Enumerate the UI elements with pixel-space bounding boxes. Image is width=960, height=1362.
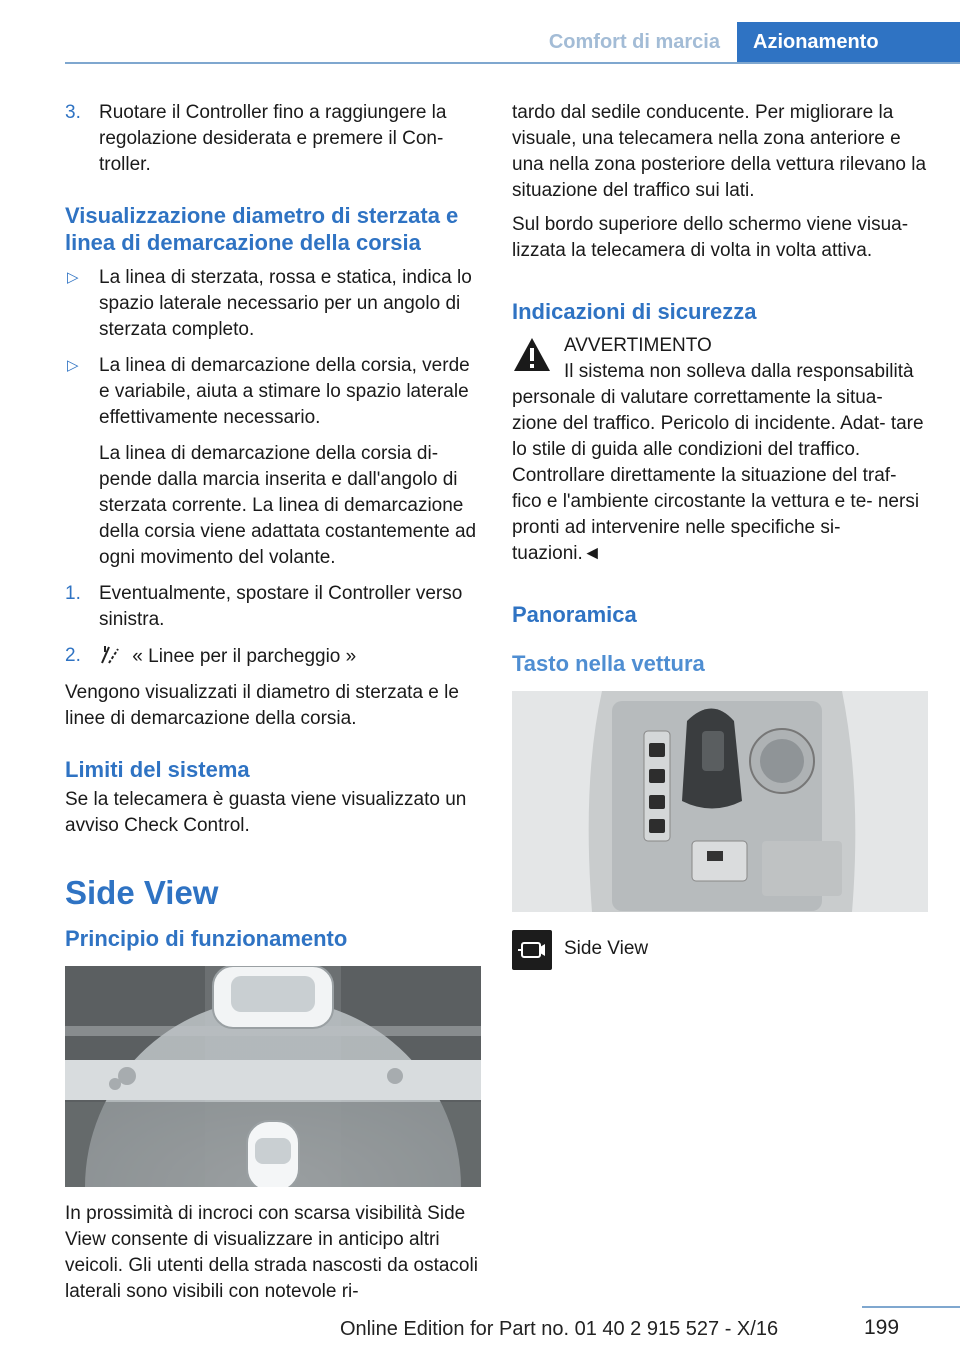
page-number: 199 (864, 1316, 900, 1339)
triangle-bullet-icon: ▷ (67, 269, 79, 286)
footer-rule (862, 1306, 960, 1308)
side-view-button-label: Side View (564, 938, 649, 959)
bullet-lane-line (65, 353, 481, 571)
right-column (512, 100, 928, 972)
header-section-tab[interactable]: Comfort di marcia (548, 31, 720, 53)
side-view-button-icon[interactable] (512, 930, 552, 970)
triangle-bullet-icon: ▷ (67, 357, 79, 374)
heading-button-in-car: Tasto nella vettura (512, 651, 705, 676)
paragraph-visualized: Vengono visualizzati il diametro di sterzata e le linee di demarcazione della corsia. (65, 682, 459, 729)
center-console-photo (512, 691, 928, 912)
bullet-steering-line (65, 265, 481, 343)
step-number: 2. (65, 645, 81, 666)
step-text: « Linee per il parcheggio » (132, 646, 357, 667)
step-number: 3. (65, 102, 81, 123)
step-3 (65, 100, 481, 178)
warning-text: Il sistema non solleva dalla responsabilità personale di valutare correttamente la situa- zione del traffico. Pericolo di incidente. Adat- tare lo stile di guida alle condizioni del traffico. Controllare direttamente la situazione del traf- fico e l'ambiente circostante la vettura e te- nersi pronti ad intervenire nelle specifiche si- tuazioni.◄ (512, 361, 924, 564)
left-column (65, 100, 481, 1305)
parking-lines-icon (99, 643, 121, 665)
warning-block (512, 333, 928, 359)
header-rule (65, 62, 960, 64)
heading-overview: Panoramica (512, 602, 637, 627)
header-chapter-tab[interactable]: Azionamento (737, 22, 960, 62)
warning-title: AVVERTIMENTO (564, 335, 712, 356)
heading-principle: Principio di funzionamento (65, 926, 348, 951)
warning-triangle-icon (512, 335, 552, 375)
side-view-button-legend (512, 930, 928, 972)
heading-limits: Limiti del sistema (65, 757, 250, 782)
side-view-illustration (65, 966, 481, 1187)
paragraph-limits: Se la telecamera è guasta viene visualizzato un avviso Check Control. (65, 789, 467, 836)
footer-edition: Online Edition for Part no. 01 40 2 915 527 - X/16 (340, 1318, 779, 1340)
step-number: 1. (65, 583, 81, 604)
step-text: Ruotare il Controller fino a raggiungere la regolazione desiderata e premere il Con- troller. (99, 102, 447, 175)
step-1 (65, 581, 481, 633)
heading-visualization: Visualizzazione diametro di sterzata e linea di demarcazione della corsia (65, 203, 459, 255)
bullet-text: La linea di demarcazione della corsia, verde e variabile, aiuta a stimare lo spazio laterale effettivamente necessario. (99, 355, 470, 428)
paragraph-principle: In prossimità di incroci con scarsa visibilità Side View consente di visualizzare in anticipo altri veicoli. Gli utenti della strada nascosti da ostacoli laterali sono visibili con notevole ri- (65, 1203, 478, 1302)
heading-safety: Indicazioni di sicurezza (512, 299, 757, 324)
step-2 (65, 643, 481, 670)
step-text: Eventualmente, spostare il Controller verso sinistra. (99, 583, 463, 630)
paragraph-screen: Sul bordo superiore dello schermo viene visua- lizzata la telecamera di volta in volta attiva. (512, 214, 909, 261)
bullet-text: La linea di sterzata, rossa e statica, indica lo spazio laterale necessario per un angolo di sterzata completo. (99, 267, 472, 340)
heading-side-view: Side View (65, 874, 219, 911)
paragraph-continued: tardo dal sedile conducente. Per migliorare la visuale, una telecamera nella zona anteriore e una nella zona posteriore della vettura rilevano la situazione del traffico sui lati. (512, 102, 927, 201)
bullet-extra-text: La linea di demarcazione della corsia di- pende dalla marcia inserita e dall'angolo di sterzata corrente. La linea di demarcazione della corsia viene adattata costantemente ad ogni movimento del volante. (99, 443, 477, 568)
